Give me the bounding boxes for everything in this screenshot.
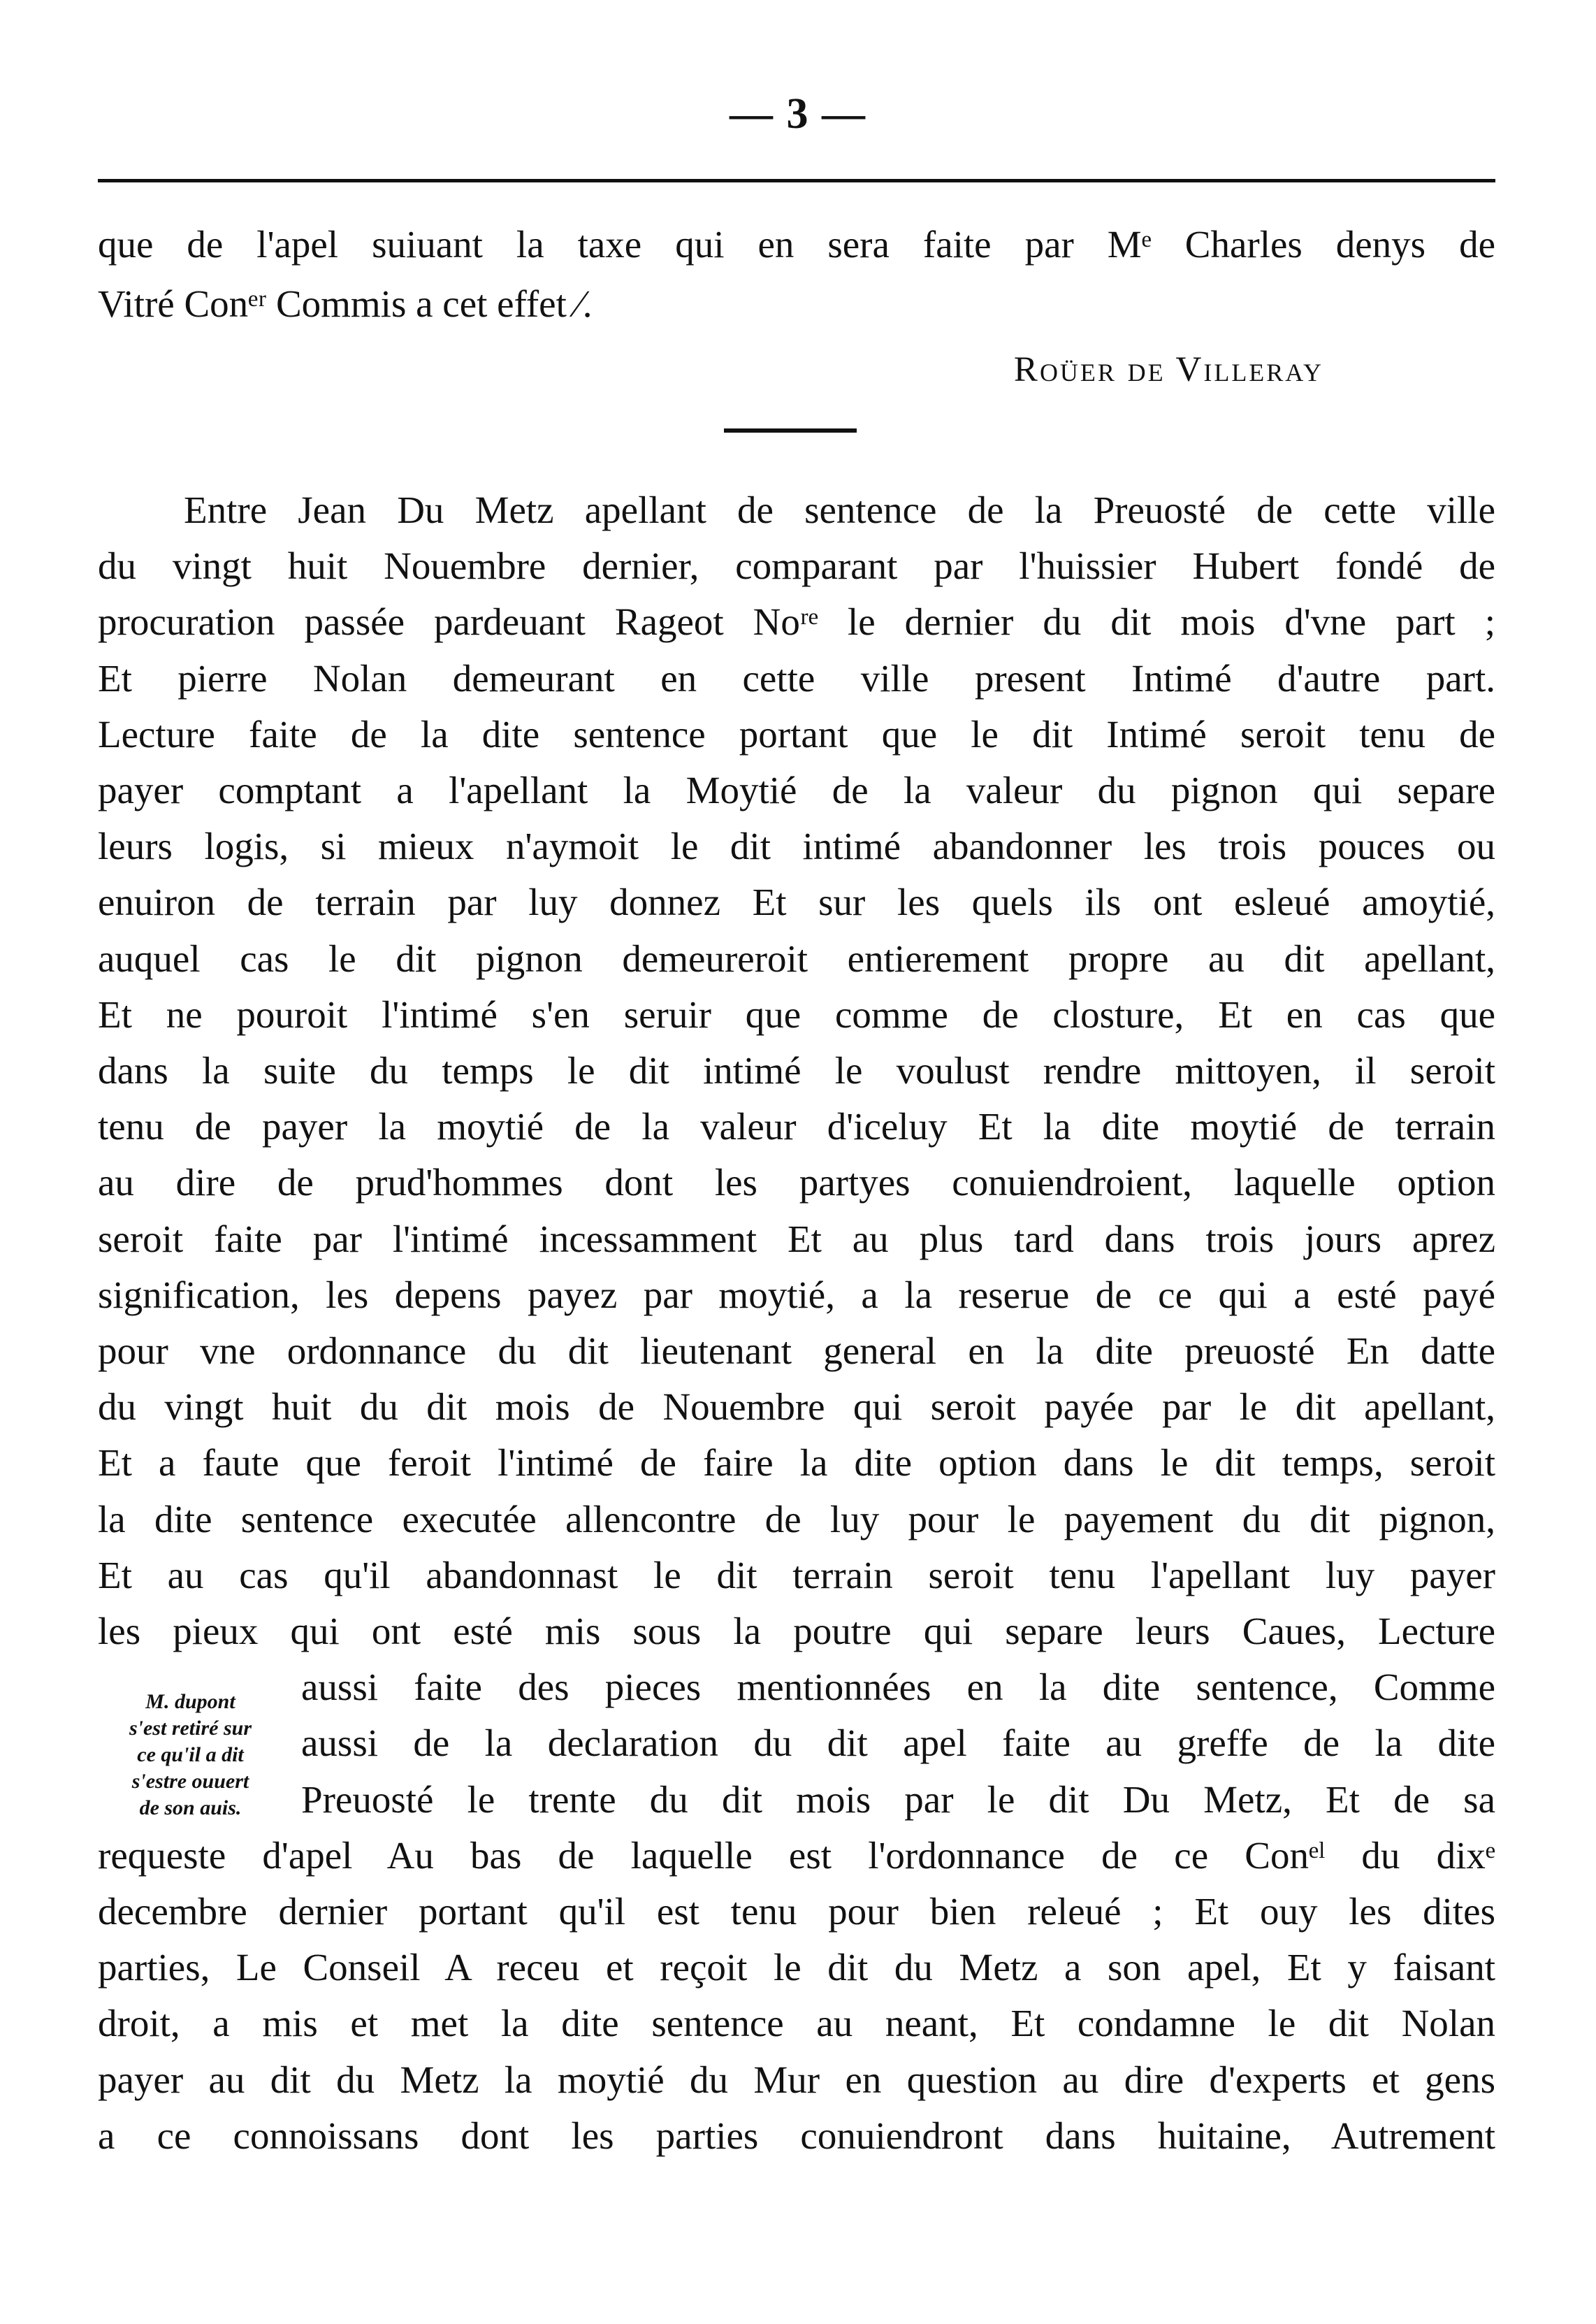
text-line: du vingt huit Nouembre dernier, comparant par l'huissier Hubert fondé de: [98, 544, 1495, 587]
text-line: parties, Le Conseil A receu et reçoit le dit du Metz a son apel, Et y faisant: [98, 1946, 1495, 1989]
header-rule: [98, 179, 1495, 182]
margin-note-line: M. dupont: [145, 1690, 235, 1713]
text-line: procuration passée pardeuant Rageot Noʳᵉ le dernier du dit mois d'vne part ;: [98, 600, 1495, 643]
text-line: Et au cas qu'il abandonnast le dit terrain seroit tenu l'apellant luy payer: [98, 1554, 1495, 1596]
section-separator: [724, 428, 857, 433]
text-line: Vitré Conᵉʳ Commis a cet effet ⁄.: [98, 282, 593, 325]
text-line: a ce connoissans dont les parties conuiendront dans huitaine, Autrement: [98, 2114, 1495, 2157]
margin-note-line: s'est retiré sur: [129, 1717, 252, 1740]
text-line: dans la suite du temps le dit intimé le voulust rendre mittoyen, il seroit: [98, 1049, 1495, 1092]
text-line: du vingt huit du dit mois de Nouembre qui seroit payée par le dit apellant,: [98, 1385, 1495, 1428]
text-line: Preuosté le trente du dit mois par le dit Du Metz, Et de sa: [301, 1778, 1495, 1821]
text-line: requeste d'apel Au bas de laquelle est l'ordonnance de ce Conᵉˡ du dixᵉ: [98, 1834, 1495, 1877]
text-line: leurs logis, si mieux n'aymoit le dit intimé abandonner les trois pouces ou: [98, 825, 1495, 867]
text-line: payer au dit du Metz la moytié du Mur en question au dire d'experts et gens: [98, 2058, 1495, 2101]
text-line: payer comptant a l'apellant la Moytié de la valeur du pignon qui separe: [98, 769, 1495, 811]
page-number: — 3 —: [730, 90, 866, 138]
margin-note-line: s'estre ouuert: [131, 1770, 249, 1793]
text-line: aussi faite des pieces mentionnées en la dite sentence, Comme: [301, 1666, 1495, 1708]
text-line: Lecture faite de la dite sentence portant que le dit Intimé seroit tenu de: [98, 713, 1495, 756]
text-line: la dite sentence executée allencontre de luy pour le payement du dit pignon,: [98, 1498, 1495, 1540]
text-line: tenu de payer la moytié de la valeur d'iceluy Et la dite moytié de terrain: [98, 1105, 1495, 1148]
text-line: aussi de la declaration du dit apel faite au greffe de la dite: [301, 1722, 1495, 1764]
text-line: Et a faute que feroit l'intimé de faire la dite option dans le dit temps, seroit: [98, 1441, 1495, 1484]
text-line: decembre dernier portant qu'il est tenu pour bien releué ; Et ouy les dites: [98, 1890, 1495, 1933]
text-line: les pieux qui ont esté mis sous la poutre qui separe leurs Caues, Lecture: [98, 1610, 1495, 1652]
text-line: au dire de prud'hommes dont les partyes conuiendroient, laquelle option: [98, 1161, 1495, 1204]
text-line: Entre Jean Du Metz apellant de sentence de la Preuosté de cette ville: [184, 489, 1495, 531]
signature: Roüer de Villeray: [1013, 350, 1323, 389]
text-line: Et pierre Nolan demeurant en cette ville present Intimé d'autre part.: [98, 657, 1495, 700]
text-line: que de l'apel suiuant la taxe qui en sera faite par Mᵉ Charles denys de: [98, 223, 1495, 266]
text-line: Et ne pouroit l'intimé s'en seruir que comme de closture, Et en cas que: [98, 993, 1495, 1036]
text-line: pour vne ordonnance du dit lieutenant general en la dite preuosté En datte: [98, 1329, 1495, 1372]
text-line: seroit faite par l'intimé incessamment Et au plus tard dans trois jours aprez: [98, 1218, 1495, 1260]
text-line: signification, les depens payez par moytié, a la reserue de ce qui a esté payé: [98, 1273, 1495, 1316]
margin-note-line: ce qu'il a dit: [137, 1743, 244, 1766]
text-line: enuiron de terrain par luy donnez Et sur les quels ils ont esleué amoytié,: [98, 881, 1495, 923]
margin-note-line: de son auis.: [139, 1796, 242, 1819]
text-line: auquel cas le dit pignon demeureroit entierement propre au dit apellant,: [98, 937, 1495, 980]
margin-note: [91, 1689, 290, 1821]
text-line: droit, a mis et met la dite sentence au neant, Et condamne le dit Nolan: [98, 2002, 1495, 2044]
